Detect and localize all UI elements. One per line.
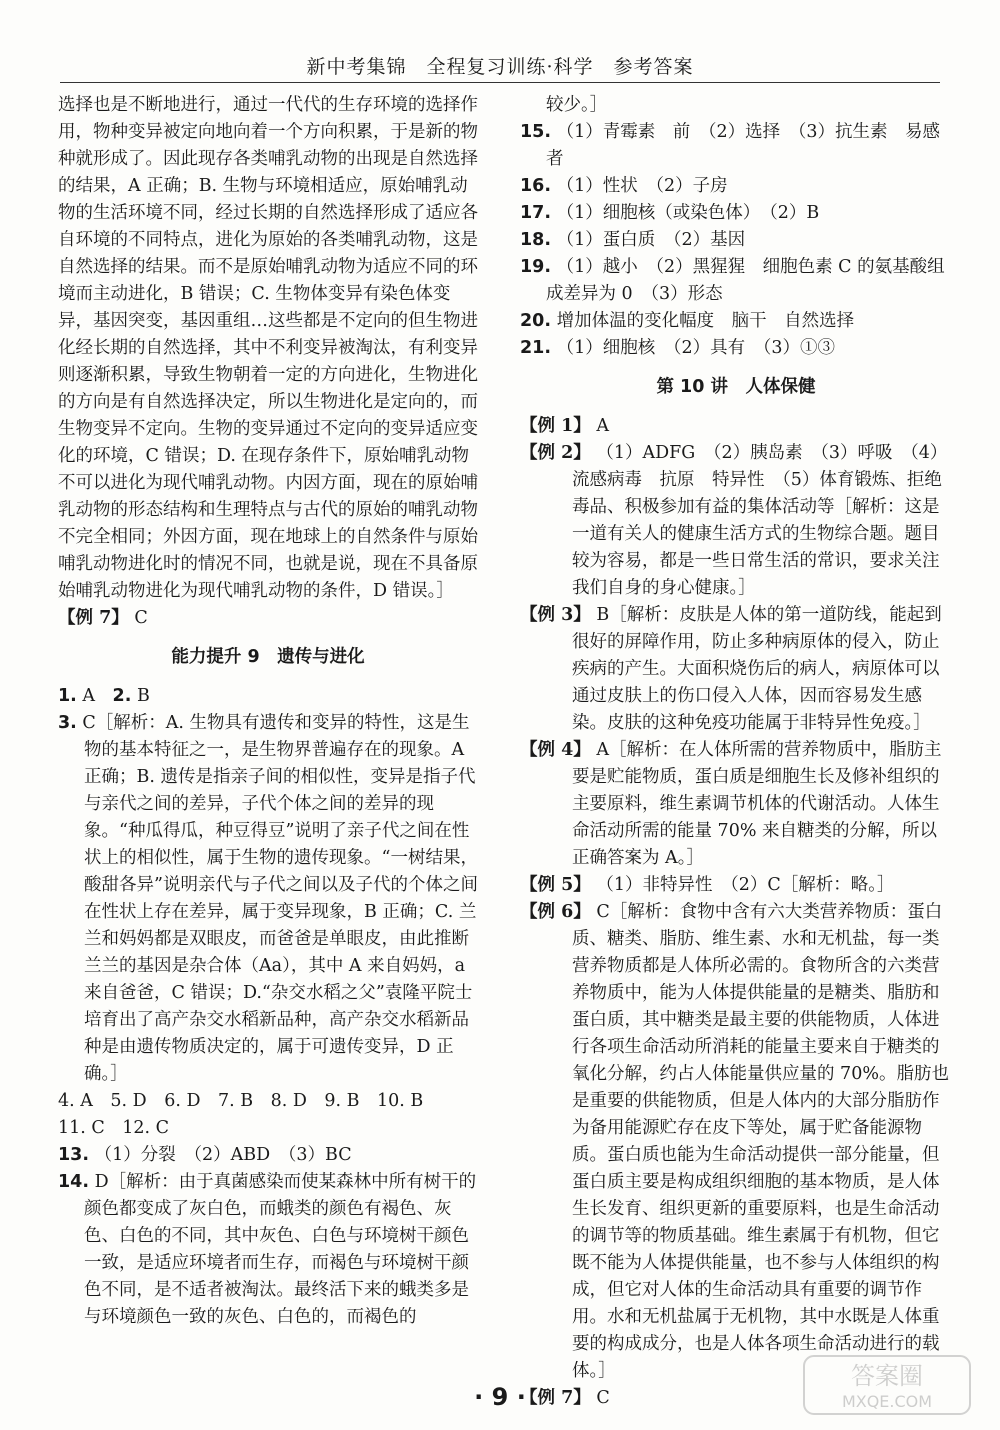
example-3: 【例 3】 B［解析：皮肤是人体的第一道防线，能起到很好的屏障作用，防止多种病原体的侵入，防止疾病的产生。大面积烧伤后的病人，病原体可以通过皮肤上的伤口侵入人体，因而容易发生感染。皮肤的这种免疫功能属于非特异性免疫。］ xyxy=(520,605,942,733)
answer-row: 4. A 5. D 6. D 7. B 8. D 9. B 10. B xyxy=(58,1091,424,1111)
section-title-10: 第 10 讲 人体保健 xyxy=(656,377,816,397)
continuation-text: 选择也是不断地进行，通过一代代的生存环境的选择作用，物种变异被定向地向着一个方向积累，于是新的物种就形成了。因此现存各类哺乳动物的出现是自然选择的结果，A 正确；B. 生物与环境相适应，原始哺乳动物的生活环境不同，经过长期的自然选择形成了适应各自环境的不同特点，进化为原始的各类哺乳动物，这是自然选择的结果。而不是原始哺乳动物为适应不同的环境而主动进化，B 错误；C. 生物体变异有染色体变异，基因突变，基因重组…这些都是不定向的但生物进化经长期的自然选择，其中不利变异被淘汰，有利变异则逐渐积累，导致生物朝着一定的方向进化，生物进化的方向是有自然选择决定，所以生物进化是定向的，而生物变异不定向。生物的变异通过不定向的变异适应变化的环境，C 错误；D. 在现存条件下，原始哺乳动物不可以进化为现代哺乳动物。内因方面，现在的原始哺乳动物的形态结构和生理特点与古代的原始的哺乳动物不完全相同；外因方面，现在地球上的自然条件与原始哺乳动物进化时的情况不同，也就是说，现在不具备原始哺乳动物进化为现代哺乳动物的条件，D 错误。］ xyxy=(58,95,478,601)
left-column xyxy=(58,92,478,1331)
example-5: 【例 5】 （1）非特异性 （2）C［解析：略。］ xyxy=(520,875,895,895)
answer-item: 18. （1）蛋白质 （2）基因 xyxy=(520,230,746,250)
answer-item: 1. A 2. B xyxy=(58,686,150,706)
example-6: 【例 6】 C［解析：食物中含有六大类营养物质：蛋白质、糖类、脂肪、维生素、水和无机盐，每一类营养物质都是人体所必需的。食物所含的六类营养物质中，能为人体提供能量的是糖类、脂肪和蛋白质，其中糖类是最主要的供能物质，人体进行各项生命活动所消耗的能量主要来自于糖类的氧化分解，约占人体能量供应量的 70%。脂肪也是重要的供能物质，但是人体内的大部分脂肪作为备用能源贮存在皮下等处，属于贮备能源物质。蛋白质也能为生命活动提供一部分能量，但蛋白质主要是构成组织细胞的基本物质，是人体生长发育、组织更新的重要原料，也是生命活动的调节等的物质基础。维生素属于有机物，但它既不能为人体提供能量，也不参与人体组织的构成，但它对人体的生命活动具有重要的调节作用。水和无机盐属于无机物，其中水既是人体重要的构成成分，也是人体各项生命活动进行的载体。］ xyxy=(520,902,949,1381)
example-4: 【例 4】 A［解析：在人体所需的营养物质中，脂肪主要是贮能物质，蛋白质是细胞生长及修补组织的主要原料，维生素调节机体的代谢活动。人体生命活动所需的能量 70% 来自糖类的分解，所以正确答案为 A。］ xyxy=(520,740,942,868)
answer-item: 19. （1）越小 （2）黑猩猩 细胞色素 C 的氨基酸组成差异为 0 （3）形态 xyxy=(520,257,945,304)
answer-item: 17. （1）细胞核（或染色体） （2）B xyxy=(520,203,820,223)
example-7-left: 【例 7】 C xyxy=(58,608,148,628)
watermark-text-2: MXQE.COM xyxy=(841,1392,933,1411)
header-title: 新中考集锦 全程复习训练·科学 参考答案 xyxy=(306,56,694,78)
answer-item: 16. （1）性状 （2）子房 xyxy=(520,176,728,196)
page-number: · 9 · xyxy=(474,1383,526,1411)
answer-item: 14. D［解析：由于真菌感染而使某森林中所有树干的颜色都变成了灰白色，而蛾类的颜色有褐色、灰色、白色的不同，其中灰色、白色与环境树干颜色一致，是适应环境者而生存，而褐色与环境树干颜色不同，是不适者被淘汰。最终活下来的蛾类多是与环境颜色一致的灰色、白色的，而褐色的 xyxy=(58,1172,477,1327)
page-header xyxy=(60,52,940,83)
answer-item: 20. 增加体温的变化幅度 脑干 自然选择 xyxy=(520,311,855,331)
watermark-logo xyxy=(802,1354,972,1416)
answer-item: 3. C［解析：A. 生物具有遗传和变异的特性，这是生物的基本特征之一，是生物界普遍存在的现象。A 正确；B. 遗传是指亲子间的相似性，变异是指子代与亲代之间的差异，子代个体之间的差异的现象。“种瓜得瓜，种豆得豆”说明了亲子代之间在性状上的相似性，属于生物的遗传现象。“一树结果，酸甜各异”说明亲代与子代之间以及子代的个体之间在性状上存在差异，属于变异现象，B 正确；C. 兰兰和妈妈都是双眼皮，而爸爸是单眼皮，由此推断兰兰的基因是杂合体（Aa），其中 A 来自妈妈，a 来自爸爸，C 错误；D.“杂交水稻之父”袁隆平院士培育出了高产杂交水稻新品种，高产杂交水稻新品种是由遗传物质决定的，属于可遗传变异，D 正确。］ xyxy=(58,713,478,1084)
continuation-text: 较少。］ xyxy=(546,95,608,115)
answer-item: 15. （1）青霉素 前 （2）选择 （3）抗生素 易感者 xyxy=(520,122,940,169)
example-2: 【例 2】 （1）ADFG （2）胰岛素 （3）呼吸 （4）流感病毒 抗原 特异性 （5）体育锻炼、拒绝毒品、积极参加有益的集体活动等［解析：这是一道有关人的健康生活方式的生物综合题。题目较为容易，都是一些日常生活的常识，要求关注我们自身的身心健康。］ xyxy=(520,443,948,598)
answer-item: 21. （1）细胞核 （2）具有 （3）①③ xyxy=(520,338,835,358)
watermark-icon xyxy=(802,1354,972,1416)
answer-item: 13. （1）分裂 （2）ABD （3）BC xyxy=(58,1145,352,1165)
right-column xyxy=(520,92,952,1412)
section-title-9: 能力提升 9 遗传与进化 xyxy=(171,647,365,667)
watermark-text-1: 答案圈 xyxy=(851,1362,923,1390)
example-7: 【例 7】 C xyxy=(520,1388,610,1408)
answer-row: 11. C 12. C xyxy=(58,1118,170,1138)
example-1: 【例 1】 A xyxy=(520,416,609,436)
